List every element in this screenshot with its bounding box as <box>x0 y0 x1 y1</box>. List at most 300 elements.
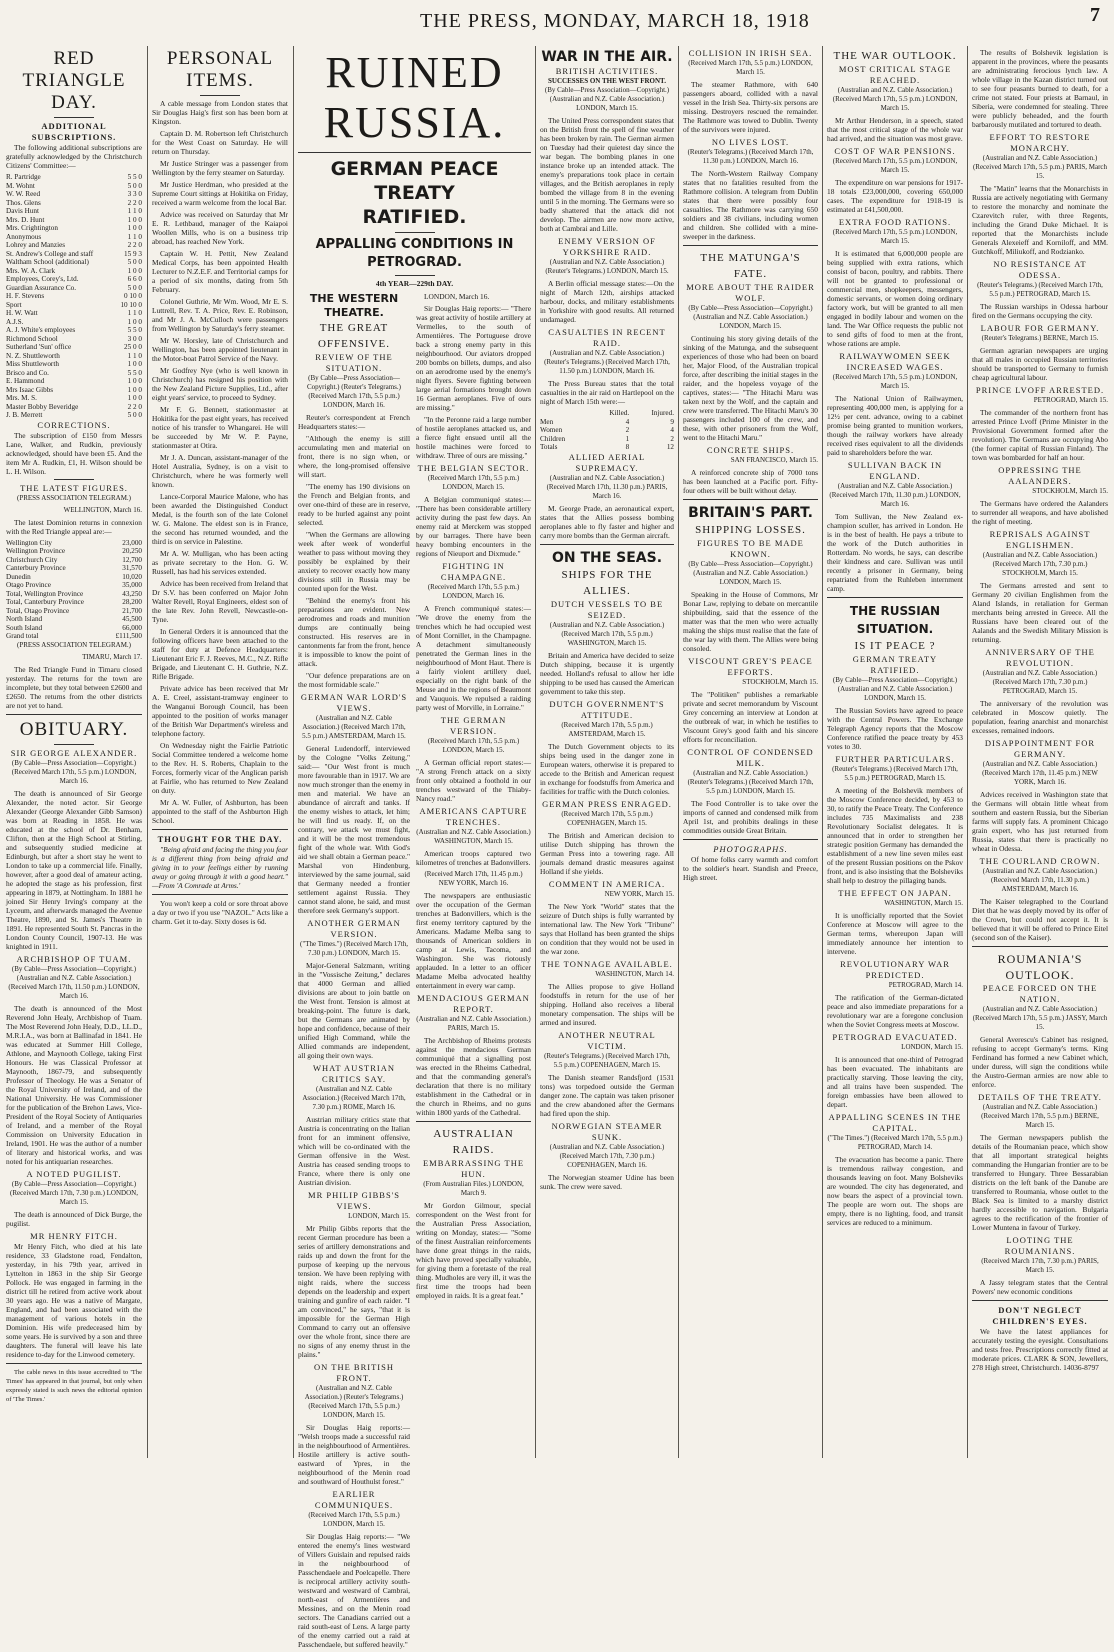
subhead: EFFORT TO RESTORE MONARCHY. <box>989 132 1091 153</box>
subhead: CONTROL OF CONDENSED MILK. <box>687 747 814 768</box>
table-header-cell <box>540 409 590 418</box>
subscription-row <box>6 292 142 301</box>
figures-row <box>6 598 142 607</box>
paragraph: The Archbishop of Rheims protests against the mendacious German communiqué that a signalling post was erected in the Rheims Cathedral, and that the commanding general's declaration that there is no military establishment in the Cathedral or in the church in Rheims, and no guns within 1800 yards of the Cathedral. <box>416 1036 531 1117</box>
figures-row <box>6 556 142 565</box>
subscription-row-cell: W. W. Reed <box>6 190 41 198</box>
subscription-row <box>6 411 142 420</box>
right-paragraphs <box>416 292 531 460</box>
subhead: LOOTING THE ROUMANIANS. <box>1004 1235 1076 1256</box>
subhead: THE COURLAND CROWN. <box>979 856 1101 866</box>
footer-note: The cable news in this issue accredited to 'The Times' has appeared in that journal, but only when expressly stated is such news the editorial opinion of 'The Times.' <box>6 1368 142 1403</box>
casualty-cell: Women <box>540 426 563 434</box>
headline-ratified: RATIFIED. <box>362 206 467 228</box>
subscription-row-cell: A. J. White's employees <box>6 326 76 334</box>
subhead: GERMAN PRESS ENRAGED. <box>542 798 672 809</box>
subscription-row-cell: Anonymous <box>6 232 42 241</box>
dateline: (By Cable—Press Association—Copyright.) (Australian and N.Z. Cable Association.) LONDON, March 15. <box>832 676 958 702</box>
figures-row-cell: Wellington Province <box>6 547 66 555</box>
personal-item: Mr Godfrey Nye (who is well known in Christchurch) has resigned his position with the New Zealand Picture Supplies, Ltd., after eight years' service, to proceed to Sydney. <box>152 366 288 402</box>
casualty-cell: 12 <box>666 443 674 451</box>
headline-britains-part: BRITAIN'S PART. <box>688 505 813 521</box>
subhead: EMBARRASSING THE HUN. <box>422 1158 525 1179</box>
subscription-row <box>6 318 142 327</box>
dateline: (Australian and N.Z. Cable Association.) (Reuter's Telegrams.) (Received March 17th, 5.5 p.m.) LONDON, March 15. <box>687 769 814 795</box>
table-header-cell: Injured. <box>651 409 674 417</box>
casualty-row <box>540 426 674 435</box>
dateline: (Received March 17th, 5.5 p.m.) AMSTERDAM, March 15. <box>561 720 653 738</box>
subhead: SIR GEORGE ALEXANDER. <box>10 747 138 758</box>
subscription-row-cell: 2 2 0 <box>127 241 142 249</box>
figures-row-cell: £111,500 <box>115 632 142 640</box>
center-right <box>416 292 531 1652</box>
dateline: TIMARU, March 17. <box>82 652 142 661</box>
dateline: (Australian and N.Z. Cable Association.) (Received March 17th, 11.30 p.m.) PARIS, March 16. <box>546 473 668 500</box>
subhead: DUTCH GOVERNMENT'S ATTITUDE. <box>549 698 665 720</box>
personal-item: Mr Justice Stringer was a passenger from Wellington by the ferry steamer on Saturday. <box>152 159 288 177</box>
subhead: GERMAN WAR LORD'S VIEWS. <box>300 692 408 713</box>
subscription-row-cell: 1 0 0 <box>127 266 142 275</box>
personal-item: Captain D. M. Robertson left Christchurch for the West Coast on Saturday. He will return on Thursday. <box>152 129 288 156</box>
subhead: ALLIED AERIAL SUPREMACY. <box>568 451 646 473</box>
page-number: 7 <box>1090 4 1100 26</box>
figures-row-cell: 28,200 <box>122 598 142 606</box>
paragraph: "The enemy has 190 divisions on the French and Belgian fronts, and over one-third of these are in reserve, ready to be hurled against any point selected. <box>298 482 410 527</box>
subhead: COMMENT IN AMERICA. <box>548 878 666 889</box>
subhead: CONCRETE SHIPS. <box>706 445 795 455</box>
dateline: ("The Times.") (Received March 17th, 7.30 p.m.) LONDON, March 15. <box>300 940 408 957</box>
subscription-row-cell: Guardian Assurance Co. <box>6 283 77 292</box>
casualty-cell: 2 <box>670 434 674 443</box>
paragraph: The steamer Rathmore, with 640 passengers aboard, collided with a naval vessel in the Irish Sea. Thirty-six persons are missing. Destroyers rescued the remainder. The Rathmore was towed to Dublin. Twenty of the survivors were injured. <box>683 80 818 134</box>
subscription-row-cell: Richmond School <box>6 334 58 343</box>
air-paragraphs <box>540 116 674 233</box>
dateline: (Australian and N.Z. Cable Association.) (Received March 17th, 5.5 p.m.) WASHINGTON, March 15. <box>549 620 665 647</box>
subhead-shipping-losses: SHIPPING LOSSES. <box>695 524 806 536</box>
column-6 <box>827 48 963 1456</box>
paragraph: Mr Philip Gibbs reports that the recent German procedure has been a series of artillery demonstrations and raids up and down the front for the purpose of keeping up the nervous tension. We have been replying with night raids, where the success depends on the leadership and expert training and gunfire of each raider. "I am convinced," he says, "that it is impossible for the German High Command to carry out an offensive over the whole front, since there are no signs of any enemy thrust in the plains." <box>298 1224 410 1359</box>
subscription-row <box>6 377 142 386</box>
paragraph: The North-Western Railway Company states that no fatalities resulted from the Rathmore collision. A telegram from Dublin states that there were possibly four casualties. The Rathmore was carrying 650 soldiers and 38 civilians, including women and children. She collided with a mine-sweeper in the darkness. <box>683 169 818 241</box>
figures-row-cell: 10,020 <box>122 572 142 581</box>
personal-item: Colonel Guthrie, Mr Wm. Wood, Mr E. S. Luttrell, Rev. T. A. Price, Rev. E. Robinson, and Mr J. A. McCulloch were passengers from Wellington by Saturday's ferry steamer. <box>152 297 288 333</box>
subscription-row-cell: 1 1 0 <box>127 232 142 241</box>
paragraph: Mr Henry Fitch, who died at his late residence, 33 Gladstone road, Fendalton, yesterday, in his 79th year, arrived in Lyttelton in 1863 in the ship Sir George Pollock. He was engaged in farming in the district till he retired from active work about 30 years ago. He was a native of Margate, England, and had been associated with the management of various hotels in the Dominion. His wife predeceased him by some years. He is survived by a son and three daughters. The funeral will leave his late residence to-day for the Linwood cemetery. <box>6 1241 142 1359</box>
casualty-cell: Men <box>540 417 554 426</box>
advertisement: You won't keep a cold or sore throat above a day or two if you use "NAZOL." Acts like a charm. Get it to-day. Sixty doses is 6d. <box>152 899 288 926</box>
subhead: THE EFFECT ON JAPAN. <box>838 888 952 898</box>
headline-western: THE WESTERN THEATRE. <box>309 292 399 319</box>
dateline: (Received March 17th, 5.5 p.m.) COPENHAGEN, March 15. <box>561 809 653 827</box>
figures-row <box>6 539 142 548</box>
personal-item: Mr F. G. Bennett, stationmaster at Hokitika for the past eight years, has received notice of his transfer to Whangarei. He will be succeeded by Mr W. P. Payne, stationmaster at Otira. <box>152 405 288 450</box>
subscription-row-cell: N. Z. Shuttleworth <box>6 351 60 360</box>
paragraph: It is announced that one-third of Petrograd has been evacuated. The inhabitants are practically starving. Those leaving the city, and all trains have been suspended. The foreign embassies have been allowed to depart. <box>827 1055 963 1109</box>
subhead: DUTCH VESSELS TO BE SEIZED. <box>550 598 664 620</box>
personal-item: On Wednesday night the Fairlie Patriotic Social Committee tendered a welcome home to the Rev. H. S. Roberts, Chaplain to the Forces, formerly vicar of the Anglican parish at Fairlie, who has returned to New Zealand on duty. <box>152 741 288 795</box>
paragraph: The subscription of £150 from Messrs Lane, Walker, and Rudkin, previously acknowledged, should have been £5. And the item Mr A. Rudkin, £1, H. Wilson should be L. H. Wilson. <box>6 430 142 476</box>
subscription-row <box>6 369 142 378</box>
subhead: MOST CRITICAL STAGE REACHED. <box>838 64 952 85</box>
subscription-row <box>6 224 142 233</box>
subhead-corrections: CORRECTIONS. <box>37 419 111 430</box>
dateline: (PRESS ASSOCIATION TELEGRAM.) <box>16 493 132 502</box>
paragraph: The Press Bureau states that the total casualties in the air raid on Hartlepool on the night of March 15th were:— <box>540 379 674 406</box>
dateline: (Australian and N.Z. Cable Association.) (Received March 17th, 5.5 p.m.) BERNE, March 15. <box>981 1103 1099 1129</box>
subscription-row-cell: 1 0 0 <box>127 394 142 402</box>
paragraph: A Berlin official message states:—On the night of March 12th, airships attacked harbour, docks, and military establishments in Yorkshire with good results. All returned undamaged. <box>540 279 674 324</box>
personal-item: Mr A. W. Mulligan, who has been acting as private secretary to the Hon. G. W. Russell, has had his services extended. <box>152 549 288 576</box>
dateline: (Received March 17th, 5.5 p.m.) LONDON, March 15. <box>832 373 958 390</box>
subhead: FIGHTING IN CHAMPAGNE. <box>440 561 507 582</box>
dateline: (Australian and N.Z. Cable Association.) (Received March 17th, 7.30 p.m.) PETROGRAD, March 15. <box>982 669 1098 695</box>
subscription-row-cell: 5 0 0 <box>127 411 142 419</box>
paragraph: Tom Sullivan, the New Zealand ex-champion sculler, has arrived in London. He is in the best of health. He pays a tribute to the work of the Dutch authorities in Rotterdam. No words, he says, can describe their kindness and care. Sullivan was until recently a prisoner in Germany, being repatriated from the Ruhleben internment camp. <box>827 512 963 593</box>
paragraph: Britain and America have decided to seize Dutch shipping, because it is urgently needed. Holland's refusal to allow her idle shipping to be used has caused the American government to take this step. <box>540 650 674 696</box>
figures-row <box>6 573 142 582</box>
paragraph: It is estimated that 6,000,000 people are being supplied with extra rations, which consist of bacon, poultry, and rabbits. There will not be granted to professional or commercial men, shopkeepers, messengers, domestic servants, or women doing ordinary factory work, but will be granted to all men engaged in bodily labour and women on the land. The War Office requests the public not to send gifts of food to men at the front, whose rations are ample. <box>827 249 963 348</box>
war-day-count: 4th YEAR—229th DAY. <box>375 279 454 288</box>
center-left <box>298 292 410 1652</box>
column-rule <box>293 46 294 1458</box>
column-rule <box>967 46 968 1458</box>
subscription-row-cell: Mrs. D. Hunt <box>6 215 45 224</box>
subhead: COLLISION IN IRISH SEA. <box>688 48 813 58</box>
paragraph: The "Politiken" publishes a remarkable private and secret memorandum by Viscount Grey concerning an interview at London at the outbreak of war, in which he testifies to Viscount Grey's good faith and his sincere efforts for reconciliation. <box>683 690 818 744</box>
subscription-row-cell: Thos. Glens <box>6 198 41 207</box>
personal-item: Mr Justice Herdman, who presided at the Supreme Court sittings at Hokitika on Friday, received a warm welcome from the local Bar. <box>152 180 288 207</box>
latest-figures-table <box>6 539 142 641</box>
subscription-row-cell: 5 5 0 <box>127 326 142 334</box>
subscription-row <box>6 309 142 318</box>
subscription-row-cell: Master Bobby Beveridge <box>6 402 79 411</box>
dateline: NEW YORK, March 15. <box>604 889 674 898</box>
subhead: VISCOUNT GREY'S PEACE EFFORTS. <box>688 656 813 677</box>
paragraph: The evacuation has become a panic. There is tremendous railway congestion, and thousands leaving on foot. Many Bolsheviks are wounded. The city has degenerated, and now bears the aspect of a provincial town. The people are worn out. The shops are empty, there is no lighting, food, and transit services are reduced to a minimum. <box>827 1155 963 1227</box>
casualty-cell: 4 <box>625 417 630 426</box>
personal-item: Captain W. H. Pettit, New Zealand Medical Corps, has been appointed Health Lecturer to N.Z.E.F. and Territorial camps for a period of six months, dating from 5th February. <box>152 249 288 294</box>
dateline: ("The Times.") (Received March 17th, 5.5 p.m.) PETROGRAD, March 14. <box>827 1134 963 1151</box>
table-header-cell: Killed. <box>609 409 630 417</box>
headline-war-in-air: WAR IN THE AIR. <box>541 49 673 65</box>
dateline: (Reuter's Telegrams.) (Received March 17th, 5.5 p.m.) PETROGRAD, March 15. <box>832 765 958 782</box>
subscription-row-cell: A.J.S. <box>6 317 24 326</box>
subhead: AMERICANS CAPTURE TRENCHES. <box>419 806 528 827</box>
subscription-row-cell: 0 10 0 <box>124 292 142 300</box>
paragraph: The German newspapers publish the details of the Roumanian peace, which show that all important strategical heights commanding the Hungarian frontier are to be transferred to Hungary. Three Bessarabian districts on the left bank of the Danube are transferred to Roumania, whose outlet to the Black Sea is limited to a marshy district hardly accessible to navigation. Bulgaria agrees to the rectification of the frontier of Lower Muntena in favour of Turkey. <box>972 1133 1108 1232</box>
subhead: WHAT AUSTRIAN CRITICS SAY. <box>312 1063 396 1084</box>
figures-row <box>6 624 142 633</box>
subhead: ENEMY VERSION OF YORKSHIRE RAID. <box>558 236 656 257</box>
dateline: WELLINGTON, March 16. <box>63 505 142 514</box>
subscription-row <box>6 173 142 182</box>
paragraph: The National Union of Railwaymen, representing 400,000 men, is applying for a 12½ per cent. advance, owing to a cabinet promise being granted to munition workers, though the railway workers have already received rises equivalent to all the dividends paid to shareholders before the war. <box>827 394 963 457</box>
subhead: THE TONNAGE AVAILABLE. <box>541 958 673 969</box>
dateline: (By Cable—Press Association—Copyright.) (Australian and N.Z. Cable Association.) LONDON, March 15. <box>688 560 813 586</box>
subhead: PEACE FORCED ON THE NATION. <box>982 983 1098 1004</box>
figures-row-cell: North Island <box>6 615 43 623</box>
paragraph: The Kaiser telegraphed to the Courland Diet that he was deeply moved by its offer of the Crown, but could not accept it. It is believed that it will be offered to Prince Eitel (second son of the Kaiser). <box>972 897 1108 942</box>
paragraph: The following additional subscriptions are gratefully acknowledged by the Christchurch Citizens' Committee:— <box>6 143 142 170</box>
headline-war-outlook: THE WAR OUTLOOK. <box>833 50 957 62</box>
subhead-offensive: THE GREAT OFFENSIVE. <box>317 322 391 350</box>
headline-matunga: THE MATUNGA'S FATE. <box>700 252 801 280</box>
subhead: FIGURES TO BE MADE KNOWN. <box>697 538 804 559</box>
dateline: (Australian and N.Z. Cable Association.) PARIS, March 15. <box>416 1015 531 1032</box>
subhead: PETROGRAD EVACUATED. <box>832 1032 958 1042</box>
paragraph: German agrarian newspapers are urging that all males in occupied Russian territories should be transported to Germany to furnish cheap agricultural labour. <box>972 346 1108 382</box>
casualty-row <box>540 418 674 427</box>
paragraph: The "Matin" learns that the Monarchists in Russia are actively negotiating with Germany to restore the monarchy and nominate the Czarevitch ruler, with three Regents, including the Grand Duke Michael. It is reported that the Monarchists include Generals Alexeieff and Korniloff, and MM. Gutchkoff, Miliukoff, and Rodzianko. <box>972 184 1108 256</box>
subhead: APPALLING SCENES IN THE CAPITAL. <box>828 1112 962 1133</box>
personal-item: Advice was received on Saturday that Mr E. R. Lethbaud, manager of the Kaiapoi Woollen Mills, who is on a business trip abroad, has reached New York. <box>152 210 288 246</box>
subscription-row-cell: 5 5 0 <box>127 173 142 181</box>
headline-red-triangle: RED TRIANGLE DAY. <box>22 48 126 113</box>
subscription-row-cell: H. W. Watt <box>6 309 38 317</box>
figures-row <box>6 615 142 624</box>
headline-roumania: ROUMANIA'S OUTLOOK. <box>997 952 1083 982</box>
personal-item: Mr A. W. Fuller, of Ashburton, has been appointed to the staff of the Ashburton High School. <box>152 798 288 825</box>
dateline: (Australian and N.Z. Cable Association.) (Reuter's Telegrams.) (Received March 17th, 11.50 p.m.) LONDON, March 16. <box>544 349 670 375</box>
figures-row <box>6 632 142 641</box>
headline-on-the-seas: ON THE SEAS. <box>551 549 663 566</box>
subhead: NORWEGIAN STEAMER SUNK. <box>551 1120 663 1142</box>
headline-personal-items: PERSONAL ITEMS. <box>166 48 274 91</box>
casualty-cell: 9 <box>670 417 674 426</box>
paragraph: Continuing his story giving details of the sinking of the Matunga, and the subsequent experiences of those who had been on board her, Major Flood, of the Australian tropical force, after describing the initial stages in the raider, and the hopeless voyage of the captives, states:— "The Hitachi Maru was taken next by the Wolf, and the captain and crew were transferred. The Hitachi Maru's 30 passengers included 100 of the crew, and these, with other prisoners from the Wolf, went to the Hitachi Maru." <box>683 334 818 442</box>
subscription-row-cell: 5 0 0 <box>127 258 142 266</box>
subscription-row-cell: 2 2 0 <box>127 402 142 411</box>
casualty-cell: 1 <box>625 434 630 443</box>
paragraph: The British and American decision to utilise Dutch shipping has thrown the German Press into a towering rage. All journals demand drastic measures against Holland if she yields. <box>540 830 674 876</box>
personal-item: A cable message from London states that Sir Douglas Haig's first son has been born at Kingston. <box>152 99 288 126</box>
subscription-row-cell: 1 0 0 <box>127 360 142 368</box>
figures-row-cell: Total, Canterbury Province <box>6 598 84 606</box>
subscription-row <box>6 394 142 403</box>
dateline: (By Cable—Press Association—Copyright.) (Australian and N.Z. Cable Association.) LONDON, March 15. <box>544 86 670 112</box>
paragraph: "Behind the enemy's front his preparations are evident. New aerodromes and roads and munition dumps are continually being constructed. His reserves are in cantonments far from the front, hence it is impossible to know the point of attack. <box>298 596 410 668</box>
subscription-row-cell: E. Hammond <box>6 377 45 385</box>
subscription-row <box>6 352 142 361</box>
paragraph: A Jassy telegram states that the Central Powers' new economic conditions <box>972 1278 1108 1296</box>
subscription-row <box>6 360 142 369</box>
dateline: (Received March 17th, 5.5 p.m.) LONDON, March 15. <box>688 59 813 76</box>
figures-row-cell: 23,000 <box>122 538 142 547</box>
subscription-row-cell: 25 0 0 <box>124 343 142 351</box>
dateline: (Australian and N.Z. Cable Association.) (Received March 17th, 5.5 p.m.) LONDON, March 15. <box>832 86 958 112</box>
personal-item: Advice has been received from Ireland that Dr S.V. has been conferred on Major John Walter Revell, Royal Engineers, eldest son of the late Rev. John Revell, Newcastle-on-Tyne. <box>152 579 288 624</box>
dateline: STOCKHOLM, March 15. <box>742 678 818 686</box>
subscription-row <box>6 284 142 293</box>
subhead: THE BELGIAN SECTOR. <box>417 463 530 473</box>
subhead: EARLIER COMMUNIQUES. <box>314 1489 394 1510</box>
casualty-row <box>540 443 674 452</box>
subscription-row-cell: 1 1 0 <box>127 309 142 317</box>
subscription-row-cell: R. Partridge <box>6 173 41 181</box>
figures-row-cell: 35,000 <box>122 581 142 589</box>
paragraph: A meeting of the Bolshevik members of the Moscow Conference decided, by 453 to 30, to ratify the Peace Treaty. The Conference includes 735 Maximalists and 238 Revolutionary Socialist delegates. It is announced that in order to strengthen her strategic position Germany has demanded the establishment of a new line seven miles east of the present Russian positions on the Pskov front, and is also insisting that the Bolsheviks shall help to destroy the pillaging bands. <box>827 786 963 885</box>
review-paragraphs <box>298 413 410 689</box>
paragraph: A reinforced concrete ship of 7000 tons has been launched at a Pacific port. Fifty-four others will be built without delay. <box>683 468 818 495</box>
dateline: (Australian and N.Z. Cable Association.) (Received March 17th, 7.30 p.m.) COPENHAGEN, March 16. <box>549 1142 665 1169</box>
subscription-row-cell: 1 0 0 <box>127 215 142 224</box>
dateline: (Australian and N.Z. Cable Association.) (Reuter's Telegrams.) (Received March 17th, 5.5 p.m.) LONDON, March 15. <box>304 1384 404 1419</box>
paragraph: The Germans have ordered the Aalanders to surrender all weapons, and have abolished the right of meeting. <box>972 499 1108 526</box>
subhead: CASUALTIES IN RECENT RAID. <box>548 327 666 348</box>
dateline: (Received March 17th, 7.30 p.m.) PARIS, March 15. <box>981 1257 1099 1274</box>
dateline: (Received March 17th, 5.5 p.m.) LONDON, March 15. <box>308 1511 400 1528</box>
column-5 <box>683 48 818 1456</box>
subscription-row-cell: H. F. Stevens <box>6 292 45 300</box>
dateline: (Received March 17th, 5.5 p.m.) LONDON, March 16. <box>427 583 520 600</box>
figures-row-cell: 20,250 <box>122 547 142 555</box>
subhead: REPRISALS AGAINST ENGLISHMEN. <box>989 529 1091 550</box>
dateline: (Reuter's Telegrams.) (Received March 17th, 11.30 p.m.) LONDON, March 16. <box>687 148 814 165</box>
subscription-row <box>6 216 142 225</box>
casualty-cell: Totals <box>540 443 558 451</box>
subhead: SULLIVAN BACK IN ENGLAND. <box>847 460 943 481</box>
dateline: LONDON, March 15. <box>901 1043 963 1051</box>
subscription-row-cell: Employees, Corey's, Ltd. <box>6 275 79 283</box>
subhead: ANNIVERSARY OF THE REVOLUTION. <box>985 647 1095 668</box>
paragraph: The Norwegian steamer Udine has been sunk. The crew were saved. <box>540 1172 674 1191</box>
dateline: (Received March 17th, 5.5 p.m.) LONDON, March 15. <box>427 474 520 491</box>
subscription-row-cell: Brisco and Co. <box>6 368 49 377</box>
masthead <box>0 0 1114 40</box>
paragraph: Reuter's correspondent at French Headquarters states:— <box>298 413 410 431</box>
paragraph: American troops captured two kilometres of trenches at Badonvillers. <box>416 849 531 867</box>
subscription-row-cell: Davis Hunt <box>6 207 39 215</box>
figures-row-cell: Wellington City <box>6 538 52 547</box>
subhead: REVOLUTIONARY WAR PREDICTED. <box>840 959 950 980</box>
center-spread <box>298 48 531 1649</box>
subscription-row-cell: Miss Shuttleworth <box>6 360 59 368</box>
subhead: REVIEW OF THE SITUATION. <box>315 352 393 373</box>
subhead-is-it-peace: IS IT PEACE ? <box>854 640 936 652</box>
subscription-row <box>6 386 142 395</box>
subscription-row-cell: 3 3 0 <box>127 190 142 198</box>
headline-peace-treaty: GERMAN PEACE TREATY <box>330 158 499 204</box>
casualty-cell: 2 <box>625 426 630 434</box>
subhead: ANOTHER GERMAN VERSION. <box>307 918 401 939</box>
subscription-row-cell: 15 9 3 <box>124 249 142 258</box>
paragraph: Sir Douglas Haig reports:— "We entered the enemy's lines westward of Villers Guislain and repulsed raids in the neighbourhood of Passchendaele and Poelcapelle. There is reciprocal artillery activity south-westward and westward of Cambrai, north-east of Armentières and Messines, and on the Menin road sectors. The Canadians carried out a raid south-east of Lens. A large party of the enemy carried out a raid at Passchendaele, but suffered heavily." <box>298 1532 410 1649</box>
subhead: MR HENRY FITCH. <box>30 1230 118 1241</box>
dateline: (Australian and N.Z. Cable Association.) (Received March 17th, 7.30 p.m.) ROME, March 16. <box>302 1085 406 1111</box>
dateline: (By Cable—Press Association—Copyright.) (Received March 17th, 7.30 p.m.) LONDON, March 15. <box>10 1179 138 1206</box>
dateline: (Reuter's Telegrams.) BERNE, March 15. <box>981 334 1099 342</box>
subscription-row-cell: 1 1 0 <box>127 207 142 215</box>
paragraph: Austrian military critics state that Austria is concentrating on the Italian front for an imminent offensive, which will be co-ordinated with the German offensive in the West. Austria has ceased sending troops to France, where there is only one Austrian division. <box>298 1115 410 1187</box>
subhead-thought: THOUGHT FOR THE DAY. <box>157 834 283 844</box>
figures-row <box>6 590 142 599</box>
subscription-row-cell: 3 0 0 <box>127 334 142 343</box>
subscription-row-cell: Waltham School (additional) <box>6 258 89 266</box>
column-rule <box>535 46 536 1458</box>
paragraph: A French communiqué states:— "We drove the enemy from the trenches which he had occupied west of Mont Cornillet, in the Champagne. A detachment simultaneously penetrated the German lines in the neighbourhood of Mont Haut. There is a fairly violent artillery duel, especially on the right bank of the Meuse and in the regions of Beaumont and Vauquois. We repulsed a raiding party west of Morville, in Lorraine." <box>416 604 531 712</box>
paragraph: The expenditure on war pensions for 1917-18 totals £23,000,000, covering 650,000 cases. The expenditure for 1918-19 is estimated at £41,500,000. <box>827 178 963 214</box>
subhead: ON THE BRITISH FRONT. <box>314 1362 394 1383</box>
paragraph: "Being afraid and facing the thing you fear is a different thing from being afraid and giving in to your feelings either by running away or going through it with a good heart." —From 'A Comrade at Arms.' <box>152 845 288 890</box>
dateline: (Australian and N.Z. Cable Association.) (Received March 17th, 5.5 p.m.) PARIS, March 15. <box>972 154 1108 180</box>
paragraph: The Food Controller is to take over the imports of canned and condensed milk from April 1st, and prohibits dealings in these commodities outside Great Britain. <box>683 799 818 835</box>
dateline: (Australian and N.Z. Cable Association.) (Received March 17th, 5.5 p.m.) AMSTERDAM, March 15. <box>302 714 406 740</box>
paragraph: "Our defence preparations are on the most formidable scale." <box>298 671 410 689</box>
dateline: (By Cable—Press Association—Copyright.) (Received March 17th, 5.5 p.m.) LONDON, March 16. <box>11 758 137 785</box>
dateline: (Australian and N.Z. Cable Association.) (Received March 17th, 11.30 p.m.) LONDON, March 16. <box>829 482 961 508</box>
headline-australian-raids: AUSTRALIAN RAIDS. <box>433 1128 514 1156</box>
figures-row-cell: Total, Wellington Province <box>6 589 84 598</box>
paragraph: The Russian Soviets have agreed to peace with the Central Powers. The Exchange Telegraph Agency reports that the Moscow Conference ratified the peace treaty by 453 votes to 30. <box>827 706 963 751</box>
subscription-row <box>6 335 142 344</box>
subscription-row <box>6 250 142 259</box>
dateline: WASHINGTON, March 15. <box>884 899 963 907</box>
subhead: ANOTHER NEUTRAL VICTIM. <box>558 1029 656 1051</box>
paragraph: Mr Arthur Henderson, in a speech, stated that the most critical stage of the whole war had arrived, and the situation was most grave. <box>827 116 963 143</box>
advertisement-heading: DON'T NEGLECT CHILDREN'S EYES. <box>992 1305 1088 1326</box>
paragraph: The Russian warships in Odessa harbour fired on the Germans occupying the city. <box>972 302 1108 320</box>
subscription-row <box>6 267 142 276</box>
figures-row-cell: 45,500 <box>122 615 142 623</box>
subhead: PHOTOGRAPHS. <box>713 844 788 854</box>
subhead: GERMAN TREATY RATIFIED. <box>852 654 938 675</box>
dateline: (Australian and N.Z. Cable Association.) (Reuter's Telegrams.) LONDON, March 15. <box>545 258 669 275</box>
subscription-row-cell: Sport <box>6 300 22 309</box>
subscription-row-cell: 2 2 0 <box>127 198 142 207</box>
subscription-row <box>6 258 142 267</box>
figures-row-cell: 66,000 <box>122 623 142 632</box>
figures-row-cell: Dunedin <box>6 572 31 581</box>
subscription-row <box>6 343 142 352</box>
subhead: MORE ABOUT THE RAIDER WOLF. <box>686 282 815 303</box>
dateline: (Reuter's Telegrams.) (Received March 17th, 5.5 p.m.) PETROGRAD, March 15. <box>977 281 1103 298</box>
subhead: RAILWAYWOMEN SEEK INCREASED WAGES. <box>839 351 951 372</box>
personal-item: Mr W. Horsley, late of Christchurch and Wellington, has been appointed lieutenant in the Motor-boat Patrol Service of the Navy. <box>152 336 288 363</box>
dateline: PETROGRAD, March 14. <box>888 981 963 989</box>
paragraph: The results of Bolshevik legislation is apparent in the provinces, where the peasants are administrating ferocious lynch law. A whole village in the Kazan district turned out to see four peasants burned to death, for a crime not stated. Four priests at Barnaul, in Siberia, were condemned for stealing. Three were publicly beheaded, and the fourth barbarously mutilated and tortured to death. <box>972 48 1108 129</box>
paragraph: Sir Douglas Haig reports:— "There was great activity of hostile artillery at Vermelles, to the south of Armentières. The Portuguese drove back a strong enemy party in this neighbourhood. Our aviators dropped 200 bombs on billets, dumps, and also on an aerodrome used by the enemy's night flyers. Severe fighting between large aerial formations brought down 16 German aeroplanes. Five of ours are missing." <box>416 304 531 412</box>
column-rule <box>678 46 679 1458</box>
figures-row <box>6 547 142 556</box>
dateline: (Reuter's Telegrams.) (Received March 17th, 5.5 p.m.) COPENHAGEN, March 15. <box>544 1051 670 1069</box>
paragraph: The Danish steamer Randsfjord (1531 tons) was torpedoed outside the German danger zone. The captain was taken prisoner and the crew abandoned after the Germans had fired upon the ship. <box>540 1072 674 1118</box>
dateline: LONDON, March 15. <box>348 1212 410 1220</box>
figures-row-cell: Christchurch City <box>6 555 58 564</box>
paragraph: Sir Douglas Haig reports:— "Welsh troops made a successful raid in the neighbourhood of Armentières. Hostile artillery is active south-eastward of Ypres, in the neighbourhood of the Menin road and southward of Houthulst forest." <box>298 1423 410 1486</box>
dateline: (PRESS ASSOCIATION TELEGRAM.) <box>16 640 132 649</box>
paragraph: Major-General Salzmann, writing in the "Vossische Zeitung," declares that 4000 German and allied divisions are about to join battle on the West front. Tension is almost at breaking-point. The future is dark, but the Germans are animated by hope and confidence, because of their unified High Command, while the Allied commands are independent, all going their own ways. <box>298 961 410 1060</box>
figures-row-cell: Otago Province <box>6 581 51 589</box>
paragraph: The United Press correspondent states that on the British front the spell of fine weather has been broken by rain. The German airmen on Tuesday had their quietest day since the war began. The bombing planes in one instance broke up an intended attack. The enemy's preparations took place in certain villages, and the British aeroplanes in reply bombed the village from 8 in the evening until 5 in the morning. The Germans were so badly shattered that the attack did not develop. The airmen are now more active, both at Cambrai and Lille. <box>540 116 674 233</box>
center-subcolumns <box>298 292 531 1652</box>
dateline: (Australian and N.Z. Cable Association.) (Received March 17th, 11.30 p.m.) AMSTERDAM, March 16. <box>982 867 1098 893</box>
headline-russian-situation: THE RUSSIAN SITUATION. <box>849 604 941 636</box>
dateline: (From Australian Files.) LONDON, March 9. <box>423 1180 524 1197</box>
paragraph: The Allies propose to give Holland foodstuffs in return for the use of her shipping. Holland also receives a liberal monetary compensation. The ships will be armed and insured. <box>540 981 674 1027</box>
subscription-row <box>6 403 142 412</box>
subhead: A NOTED PUGILIST. <box>26 1168 122 1179</box>
subscription-row-cell: 6 6 0 <box>127 275 142 283</box>
casualty-cell: 4 <box>670 426 674 434</box>
paragraph: The Dutch Government objects to its ships being used in the danger zone in European waters, otherwise it is prepared to accede to the British and American request in exchange for foodstuffs from America and facilities for traffic with the Dutch colonies. <box>540 741 674 796</box>
advertisement: Of home folks carry warmth and comfort to the soldier's heart. Standish and Preece, High street. <box>683 855 818 882</box>
personal-item: Mr J. A. Duncan, assistant-manager of the Hotel Australia, Sydney, is on a visit to Christchurch, where he was formerly well known. <box>152 453 288 489</box>
subhead: MENDACIOUS GERMAN REPORT. <box>417 993 530 1014</box>
subhead: ARCHBISHOP OF TUAM. <box>16 953 132 964</box>
figures-row-cell: 12,700 <box>122 555 142 564</box>
paragraph: The anniversary of the revolution was celebrated in Moscow quietly. The population, fearing anarchist and monarchist excesses, remained indoors. <box>972 699 1108 735</box>
subscription-row-cell: 10 10 0 <box>120 300 142 309</box>
